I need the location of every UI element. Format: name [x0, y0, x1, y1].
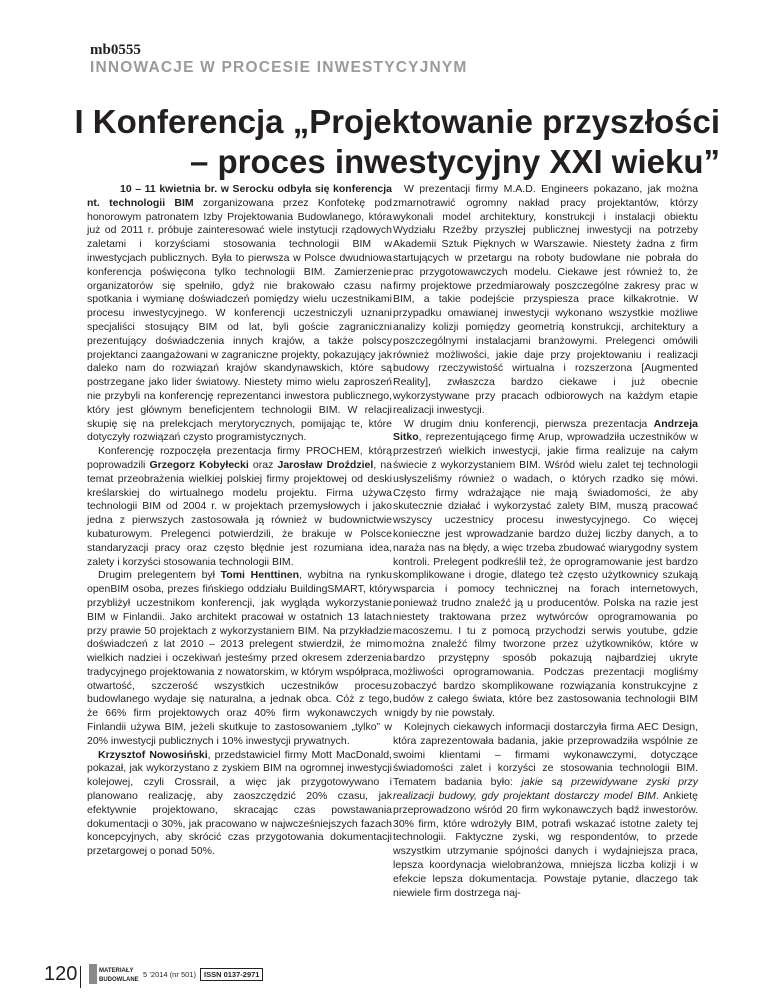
- paragraph-text: oraz: [248, 458, 278, 471]
- paragraph-text: Kolejnych ciekawych informacji dostarczyła firma AEC Design, która zaprezentowała badania, jakie przeprowadziła wspólnie ze swoimi klientami – firmami wykonawczymi, dotyczące świadomości zalet i korzyści ze stosowania technologii BIM. Tematem badania było:: [393, 721, 698, 789]
- paragraph-text: . Ankietę przeprowadzono wśród 20 firm wykonawczych bądź inwestorów. 30% firm, które wdrożyły BIM, potrafi wskazać istotne zalety tej technologii. Faktyczne zyski, wg respondentów, to przede wszystkim utrzymanie spójności danych i wydajniejsza praca, lepsza koordynacja wielobranżowa, mniejsza liczba kolizji i w efekcie lepsza dokumentacja. Powstaje pytanie, dlaczego tak niewiele firm dostrzega naj-: [393, 790, 698, 899]
- title-line-1: I Konferencja „Projektowanie przyszłości: [74, 103, 720, 140]
- title-line-2: – proces inwestycyjny XXI wieku”: [189, 143, 720, 180]
- article-title: [60, 102, 720, 182]
- right-column: [393, 183, 698, 900]
- section-heading: INNOWACJE W PROCESIE INWESTYCYJNYM: [90, 59, 468, 76]
- article-code: mb0555: [90, 42, 141, 58]
- paragraph-text: , reprezentującego firmę Arup, wprowadziła uczestników w przestrzeń wielkich inwestycji, jakie firma realizuje na całym świecie z wykorzystaniem BIM. Wśród wielu zalet tej technologii usłyszeliśmy również o wadach, o których rzadko się mówi. Często firmy wdrażające nie mają świadomości, że aby skutecznie działać i wykorzystać zalety BIM, muszą pracować wszyscy uczestnicy procesu inwestycyjnego. Co więcej konieczne jest wprowadzanie bardzo dużej liczby danych, a to naraża nas na błędy, a więc trzeba zbudować wiarygodny system kontroli. Prelegent podkreślił też, że oprogramowanie jest bardzo skomplikowane i drogie, dlatego też często użytkownicy szukają wsparcia i pomocy technicznej na forach internetowych, ponieważ trudno znaleźć ją u producentów. Polska na razie jest niestety traktowana przez wytwórców oprogramowania po macoszemu. I tu z pomocą przychodzi serwis youtube, gdzie można znaleźć filmy tworzone przez użytkowników, które w bardzo przystępny sposób pokazują najbardziej ukryte możliwości oprogramowania. Podczas prezentacji mogliśmy zobaczyć bardzo skomplikowane rozwiązania konstrukcyjne z budów z całego świata, które bez zastosowania technologii BIM nigdy by nie powstały.: [393, 431, 698, 720]
- speaker-name: Grzegorz Kobyłecki: [149, 458, 249, 471]
- paragraph-nowosinski: [87, 749, 392, 859]
- paragraph-text: Konferencję rozpoczęła prezentacja firmy PROCHEM, którą poprowadzili: [87, 445, 392, 471]
- paragraph-sitko: [393, 418, 698, 722]
- lead-body: zorganizowana przez Konfotekę pod honorowym patronatem Izby Projektowania Budowlanego, która już od 2011 r. próbuje zainteresować wiele instytucji rządowych zaletami i korzyściami stosowania technologii BIM w inwestycjach publicznych. Była to pierwsza w Polsce dwudniowa konferencja poświęcona tylko technologii BIM. Zamierzenie organizatorów się spełniło, gdyż nie brakowało czasu na spotkania i wymianę doświadczeń pomiędzy wielu uczestnikami procesu inwestycyjnego. W konferencji uczestniczyli uznani specjaliści stosujący BIM od lat, byli goście zagraniczni prezentujący doświadczenia innych krajów, a także polscy projektanci zaangażowani w zagraniczne projekty, pokazujący jak daleko nam do rozwiązań krajów skandynawskich, które są postrzegane jako lider światowy. Niestety mimo wielu zaproszeń nie przybyli na konferencję reprezentanci inwestora publicznego, który jest głównym beneficjentem technologii BIM. W relacji skupię się na prelekcjach merytorycznych, pomijając te, które dotyczyły rozwiązań czysto programistycznych.: [87, 196, 393, 444]
- paragraph-text: Drugim prelegentem był: [98, 569, 221, 582]
- speaker-name: Andrzeja Sitko: [393, 417, 698, 444]
- speaker-name: Tomi Henttinen: [220, 569, 300, 582]
- speaker-name: Jarosław Droździel: [277, 458, 374, 471]
- issue-number: 5 ’2014 (nr 501): [143, 970, 196, 979]
- footer-divider: [80, 966, 81, 988]
- paragraph-mad: W prezentacji firmy M.A.D. Engineers pokazano, jak można zmarnotrawić ogromny nakład pracy projektantów, którzy wykonali model architektury, konstrukcji i instalacji obiektu Wydziału Rzeźby przyszłej publicznej inwestycji na potrzeby Akademii Sztuk Pięknych w Warszawie. Niestety żadna z firm startujących w przetargu na roboty budowlane nie pobrała do prac przygotowawczych modelu. Ciekawe jest również to, że firmy projektowe przedmiarowały poszczególne zakresy prac w BIM, a takie podejście przyspiesza prace kilkakrotnie. W przypadku omawianej inwestycji wykonano wszystkie możliwe analizy kolizji pomiędzy geometrią konstrukcji, architektury a poszczególnymi instalacjami branżowymi. Prelegenci omówili również możliwości, jakie daje przy projektowaniu i realizacji budowy rzeczywistość wirtualna i rozszerzona [Augmented Reality], zwłaszcza bardzo ciekawe i już obecnie wykorzystywane przy pracach odbiorowych na każdym etapie realizacji inwestycji.: [393, 183, 698, 416]
- logo-block: [89, 964, 97, 984]
- speaker-name: Krzysztof Nowosiński: [98, 748, 208, 761]
- paragraph-text: , przedstawiciel firmy Mott MacDonald, pokazał, jak wykorzystano z zyskiem BIM na ogromnej inwestycji kolejowej, czyli Crossrail, a więc jak przygotowywano i planowano realizację, aby zaoszczędzić 20% czasu, jak efektywnie projektowano, skracając czas powstawania dokumentacji o 30%, jak pracowano w najwcześniejszych fazach koncepcyjnych, aby skrócić czas przygotowania dokumentacji przetargowej o ponad 50%.: [87, 748, 392, 858]
- paragraph-text: , wybitna na rynku openBIM osoba, prezes fińskiego oddziału BuildingSMART, który przybliżył uczestnikom konferencji, jak wygląda wykorzystanie BIM w Finlandii. Jako architekt pracował w ostatnich 13 latach przy prawie 50 projektach z wykorzystaniem BIM. Na przykładzie doświadczeń z lat 2010 – 2013 prelegent stwierdził, że mimo wielkich nadziei i oczekiwań jesteśmy przed okresem zderzenia tradycyjnego projektowania z nowatorskim, w którym współpraca, otwartość, szczerość wszystkich uczestników procesu budowlanego wydaje się naturalna, a jednak obca. Cóż z tego, że 66% firm projektowych oraz 40% firm wykonawczych w Finlandii używa BIM, jeżeli skutkuje to zastosowaniem „tylko” w 20% inwestycji publicznych i 10% inwestycji prywatnych.: [87, 569, 392, 747]
- magazine-logo: [89, 963, 139, 985]
- logo-line-2: BUDOWLANE: [99, 977, 139, 983]
- paragraph-text: W drugim dniu konferencji, pierwsza prezentacja: [404, 417, 654, 430]
- logo-line-1: MATERIAŁY: [99, 968, 134, 974]
- paragraph-henttinen: [87, 569, 392, 748]
- paragraph-prochem: [87, 445, 392, 569]
- paragraph-aec: [393, 721, 698, 900]
- paragraph-text: , na temat przeobrażenia wielkiej polskiej firmy projektowej od deski kreślarskiej do wirtualnego modelu projektu. Firma używa technologii BIM od 2004 r. w projektach przemysłowych i jako jedna z pierwszych zastosowała ją również w budownictwie kubaturowym. Prelegenci potwierdzili, że brakuje w Polsce standaryzacji pracy oraz często błędnie jest rozumiana idea, zalety i korzyści stosowania technologii BIM.: [87, 458, 393, 568]
- lead-text: 10 – 11 kwietnia br. w Serocku odbyła się konferencja nt. technologii BIM: [87, 183, 392, 209]
- issn-box: ISSN 0137-2971: [200, 968, 263, 981]
- lead-paragraph: [87, 183, 392, 445]
- page-number: 120: [44, 963, 78, 985]
- survey-topic: jakie są przewidywane zyski przy realizacji budowy, gdy projektant dostarczy model BIM: [393, 776, 698, 803]
- left-column: [87, 183, 392, 859]
